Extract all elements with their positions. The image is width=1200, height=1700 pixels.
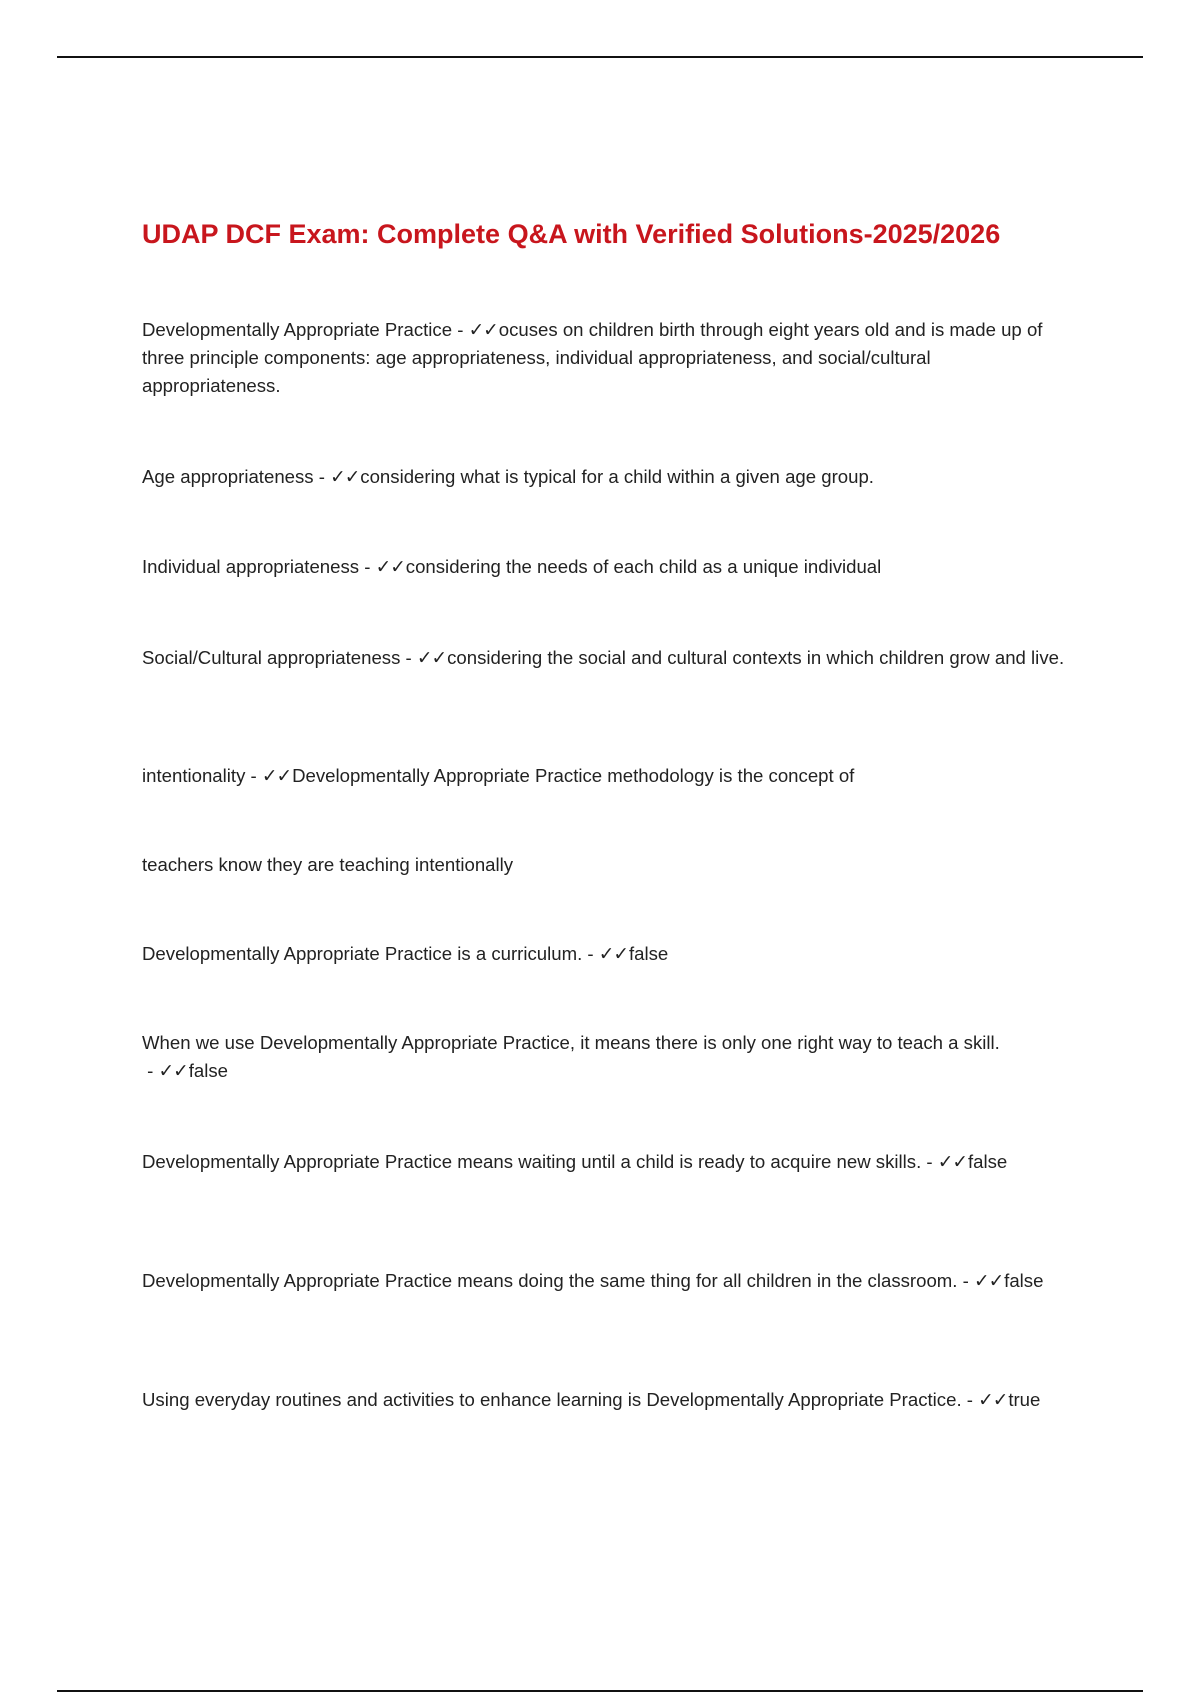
qa-item xyxy=(142,1386,1072,1414)
qa-question: Developmentally Appropriate Practice xyxy=(142,319,453,340)
qa-answer: false xyxy=(188,1060,228,1081)
qa-answer: false xyxy=(1004,1270,1044,1291)
qa-answer: considering the social and cultural contexts in which children grow and live. xyxy=(447,647,1065,668)
check-icon: ✓✓ xyxy=(416,647,447,668)
qa-separator: - xyxy=(400,647,417,668)
qa-separator: - xyxy=(359,556,376,577)
qa-answer: Developmentally Appropriate Practice methodology is the concept of xyxy=(292,765,855,786)
qa-plain-text: teachers know they are teaching intentionally xyxy=(142,854,514,875)
qa-item xyxy=(142,644,1072,672)
qa-answer: ocuses on children birth through eight years old and is made up of three principle components: age appropriateness, individual appropriateness, and social/cultural appropriateness. xyxy=(142,319,1043,396)
qa-question: intentionality xyxy=(142,765,246,786)
qa-item xyxy=(142,553,1072,581)
qa-continuation xyxy=(142,851,1072,879)
check-icon: ✓✓ xyxy=(330,466,360,487)
qa-separator: - xyxy=(957,1270,974,1291)
qa-item xyxy=(142,463,1072,491)
footer-rule xyxy=(57,1690,1143,1692)
qa-answer: false xyxy=(967,1151,1008,1172)
qa-separator: - xyxy=(582,943,599,964)
qa-item xyxy=(142,940,1072,968)
qa-item xyxy=(142,762,1072,790)
qa-question: Developmentally Appropriate Practice means waiting until a child is ready to acquire new skills. xyxy=(142,1151,922,1172)
qa-question: Using everyday routines and activities to enhance learning is Developmentally Appropriate Practice. xyxy=(142,1389,962,1410)
check-icon: ✓✓ xyxy=(158,1060,188,1081)
qa-separator: - xyxy=(142,1060,159,1081)
page-title: UDAP DCF Exam: Complete Q&A with Verified Solutions-2025/2026 xyxy=(142,219,1001,249)
qa-separator: - xyxy=(961,1389,979,1410)
qa-question: When we use Developmentally Appropriate Practice, it means there is only one right way to teach a skill. xyxy=(142,1032,1000,1053)
qa-item xyxy=(142,1267,1072,1295)
header-rule xyxy=(57,56,1143,58)
qa-answer: considering what is typical for a child within a given age group. xyxy=(360,466,874,487)
check-icon: ✓✓ xyxy=(375,556,405,577)
qa-question: Individual appropriateness xyxy=(142,556,360,577)
qa-separator: - xyxy=(921,1151,938,1172)
check-icon: ✓✓ xyxy=(973,1270,1004,1291)
qa-answer: considering the needs of each child as a unique individual xyxy=(405,556,882,577)
qa-question: Social/Cultural appropriateness xyxy=(142,647,401,668)
qa-separator: - xyxy=(452,319,469,340)
check-icon: ✓✓ xyxy=(598,943,628,964)
check-icon: ✓✓ xyxy=(978,1389,1008,1410)
qa-question: Developmentally Appropriate Practice is a curriculum. xyxy=(142,943,583,964)
qa-separator: - xyxy=(245,765,262,786)
qa-question: Developmentally Appropriate Practice means doing the same thing for all children in the classroom. xyxy=(142,1270,958,1291)
check-icon: ✓✓ xyxy=(468,319,498,340)
qa-item xyxy=(142,316,1072,400)
qa-answer: true xyxy=(1008,1389,1041,1410)
qa-item xyxy=(142,1148,1072,1176)
qa-item xyxy=(142,1029,1072,1085)
qa-answer: false xyxy=(628,943,669,964)
qa-question: Age appropriateness xyxy=(142,466,314,487)
check-icon: ✓✓ xyxy=(261,765,292,786)
check-icon: ✓✓ xyxy=(937,1151,967,1172)
qa-separator: - xyxy=(313,466,331,487)
